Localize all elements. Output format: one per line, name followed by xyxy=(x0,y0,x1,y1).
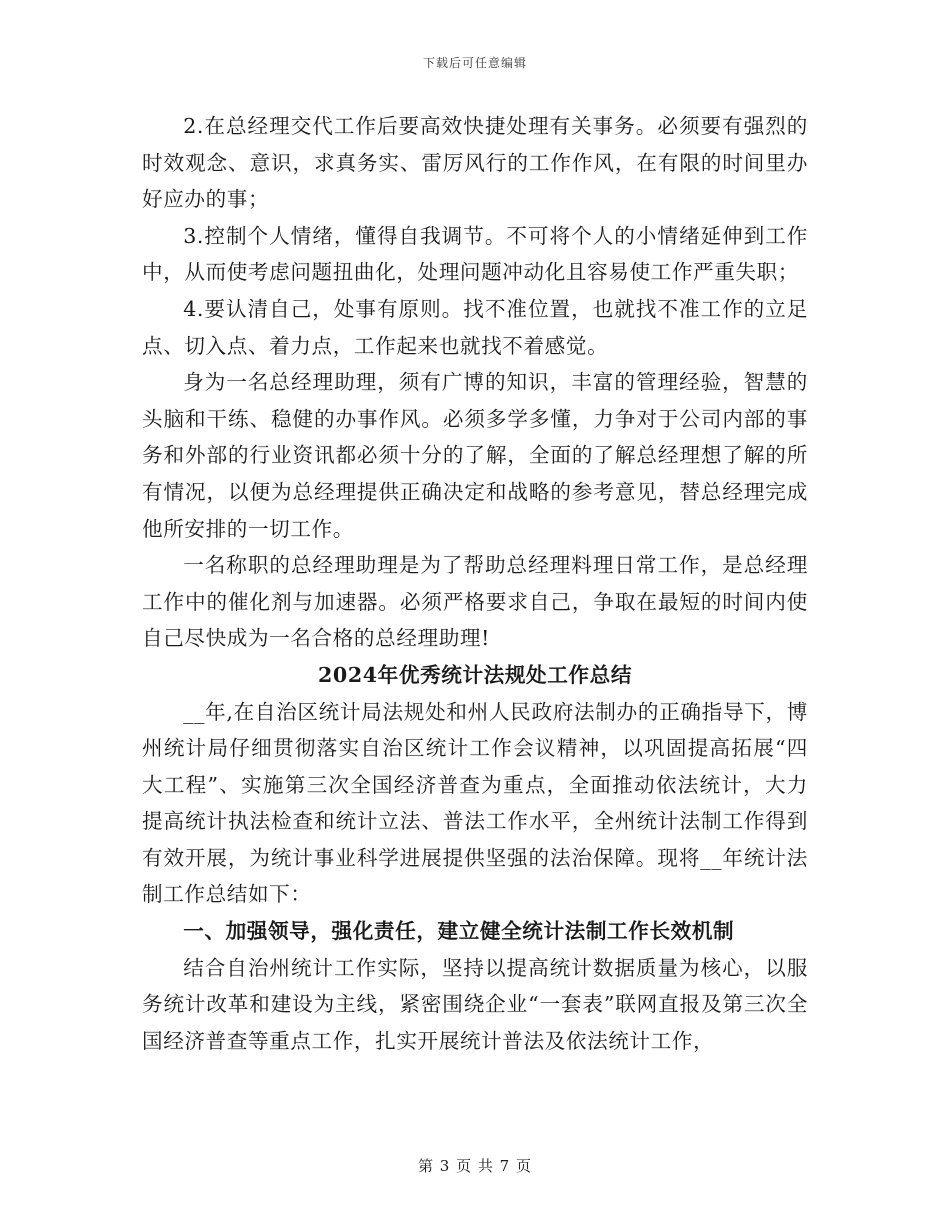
document-body xyxy=(142,108,808,1059)
body-paragraph: 一名称职的总经理助理是为了帮助总经理料理日常工作，是总经理工作中的催化剂与加速器。必须严格要求自己，争取在最短的时间内使自己尽快成为一名合格的总经理助理! xyxy=(142,553,808,651)
list-item-3: 3.控制个人情绪，懂得自我调节。不可将个人的小情绪延伸到工作中，从而使考虑问题扭曲化，处理问题冲动化且容易使工作严重失职； xyxy=(142,223,808,285)
body-paragraph: 结合自治州统计工作实际，坚持以提高统计数据质量为核心，以服务统计改革和建设为主线，紧密围绕企业“一套表”联网直报及第三次全国经济普查等重点工作，扎实开展统计普法及依法统计工作， xyxy=(142,955,808,1053)
body-paragraph: __年,在自治区统计局法规处和州人民政府法制办的正确指导下，博州统计局仔细贯彻落实自治区统计工作会议精神，以巩固提高拓展“四大工程”、实施第三次全国经济普查为重点，全面推动依法统计，大力提高统计执法检查和统计立法、普法工作水平，全州统计法制工作得到有效开展，为统计事业科学进展提供坚强的法治保障。现将__年统计法制工作总结如下： xyxy=(142,699,808,907)
header-note: 下载后可任意编辑 xyxy=(422,56,527,70)
page-number: 第 3 页 共 7 页 xyxy=(418,1157,532,1175)
list-item-4: 4.要认清自己，处事有原则。找不准位置，也就找不准工作的立足点、切入点、着力点，工作起来也就找不着感觉。 xyxy=(142,296,808,358)
section-heading: 一、加强领导，强化责任，建立健全统计法制工作长效机制 xyxy=(183,919,735,944)
body-paragraph: 身为一名总经理助理，须有广博的知识，丰富的管理经验，智慧的头脑和干练、稳健的办事作风。必须多学多懂，力争对于公司内部的事务和外部的行业资讯都必须十分的了解，全面的了解总经理想了解的所有情况，以便为总经理提供正确决定和战略的参考意见，替总经理完成他所安排的一切工作。 xyxy=(142,370,808,541)
section-title: 2024年优秀统计法规处工作总结 xyxy=(317,662,633,687)
list-item-2: 2.在总经理交代工作后要高效快捷处理有关事务。必须要有强烈的时效观念、意识，求真务实、雷厉风行的工作作风，在有限的时间里办好应办的事； xyxy=(142,114,808,212)
